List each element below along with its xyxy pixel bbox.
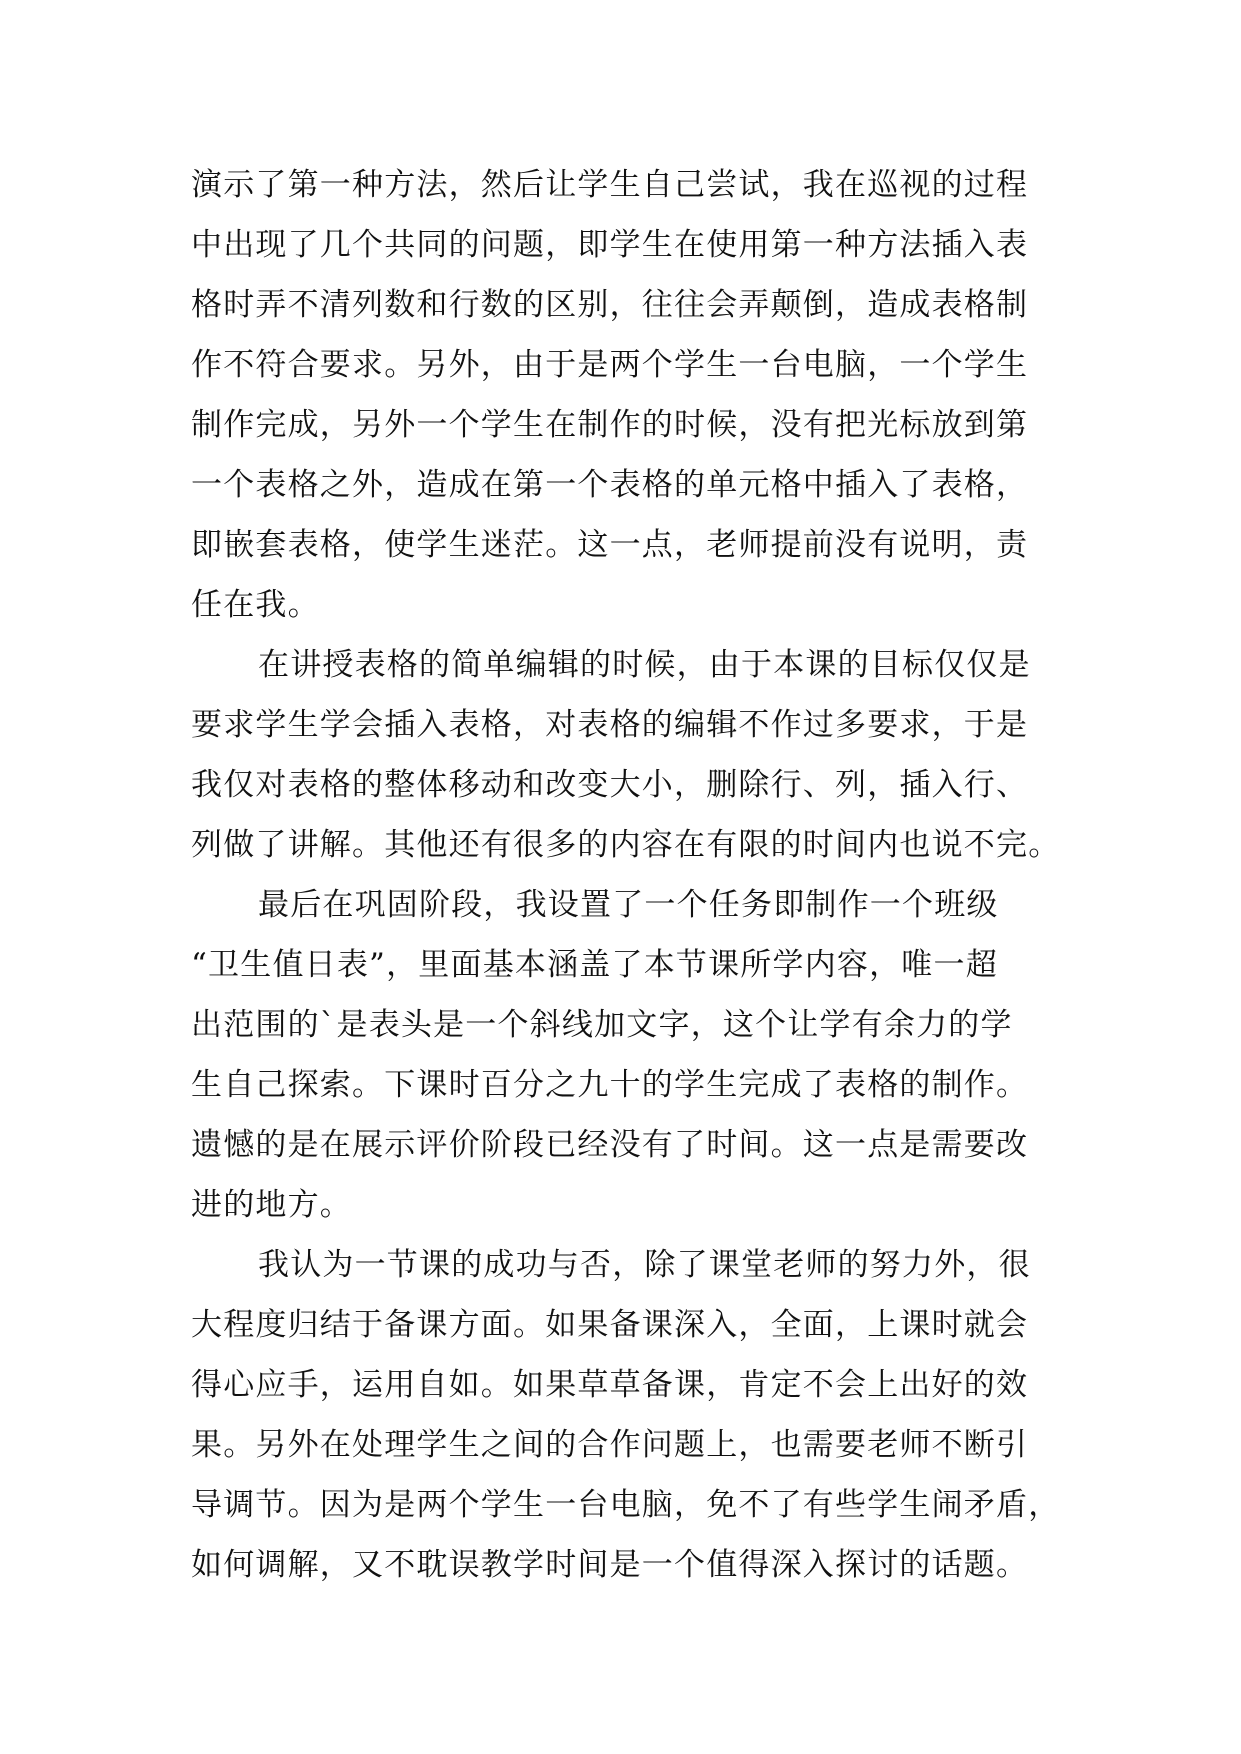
- text-line: 大程度归结于备课方面。如果备课深入，全面，上课时就会: [191, 1307, 1029, 1343]
- text-line: 格时弄不清列数和行数的区别，往往会弄颠倒，造成表格制: [191, 287, 1029, 323]
- text-line: 我仅对表格的整体移动和改变大小，删除行、列，插入行、: [191, 767, 1029, 803]
- text-line: 生自己探索。下课时百分之九十的学生完成了表格的制作。: [191, 1067, 1029, 1103]
- text-line: 出范围的`是表头是一个斜线加文字，这个让学有余力的学: [191, 1007, 1013, 1043]
- text-line: 制作完成，另外一个学生在制作的时候，没有把光标放到第: [191, 407, 1029, 443]
- text-line: 果。另外在处理学生之间的合作问题上，也需要老师不断引: [191, 1427, 1029, 1463]
- text-line: 如何调解，又不耽误教学时间是一个值得深入探讨的话题。: [191, 1547, 1029, 1583]
- text-line: 列做了讲解。其他还有很多的内容在有限的时间内也说不完。: [191, 827, 1061, 863]
- text-line: 任在我。: [191, 587, 320, 623]
- text-line: 得心应手，运用自如。如果草草备课，肯定不会上出好的效: [191, 1367, 1029, 1403]
- text-line: 演示了第一种方法，然后让学生自己尝试，我在巡视的过程: [191, 167, 1029, 203]
- text-line: 遗憾的是在展示评价阶段已经没有了时间。这一点是需要改: [191, 1127, 1029, 1163]
- paragraph-first-line: 最后在巩固阶段，我设置了一个任务即制作一个班级: [258, 887, 999, 923]
- text-line: 进的地方。: [191, 1187, 352, 1223]
- paragraph-first-line: 在讲授表格的简单编辑的时候，由于本课的目标仅仅是: [258, 647, 1031, 683]
- paragraph-first-line: 我认为一节课的成功与否，除了课堂老师的努力外，很: [258, 1247, 1031, 1283]
- text-line: 作不符合要求。另外，由于是两个学生一台电脑，一个学生: [191, 347, 1029, 383]
- text-line: 要求学生学会插入表格，对表格的编辑不作过多要求，于是: [191, 707, 1029, 743]
- text-line: 导调节。因为是两个学生一台电脑，免不了有些学生闹矛盾，: [191, 1487, 1061, 1523]
- text-line: 中出现了几个共同的问题，即学生在使用第一种方法插入表: [191, 227, 1029, 263]
- text-line: “卫生值日表”，里面基本涵盖了本节课所学内容，唯一超: [191, 947, 998, 983]
- text-line: 即嵌套表格，使学生迷茫。这一点，老师提前没有说明，责: [191, 527, 1029, 563]
- text-line: 一个表格之外，造成在第一个表格的单元格中插入了表格，: [191, 467, 1029, 503]
